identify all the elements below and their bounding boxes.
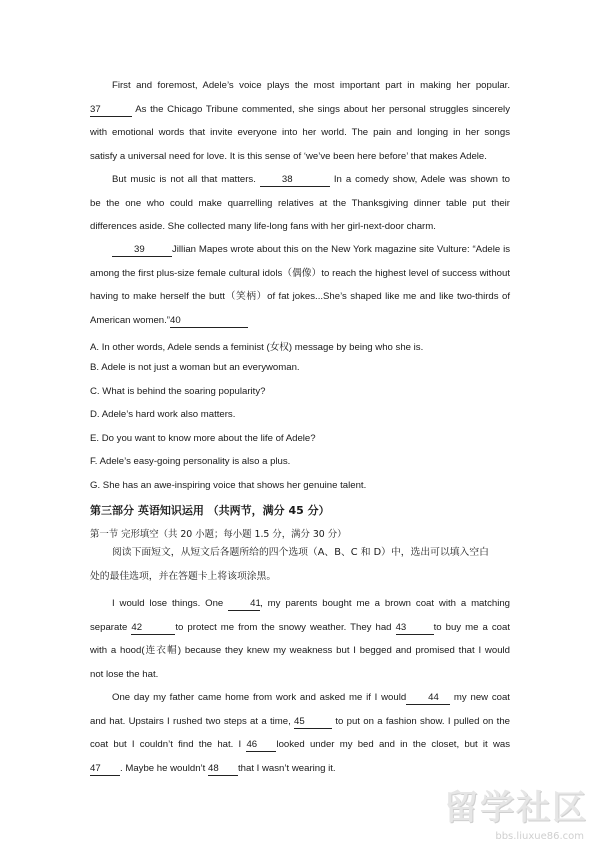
text-line: be the one who could make quarrelling relatives at the Thanksgiving dinner table put their — [90, 197, 510, 209]
passage-paragraph-1 — [90, 74, 510, 168]
option-f: F. Adele’s easy-going personality is also a plus. — [90, 456, 291, 467]
text-line: American women.”40 — [90, 309, 510, 333]
answer-blank-48: 48 — [208, 762, 238, 776]
text-line: 47 . Maybe he wouldn’t 48 that I wasn’t wearing it. — [90, 762, 336, 774]
text-line: not lose the hat. — [90, 668, 159, 680]
text-line: satisfy a universal need for love. It is this sense of ‘we’ve been here before’ that makes Adele. — [90, 150, 487, 162]
passage-paragraph-2 — [90, 168, 510, 239]
section-instructions — [90, 541, 510, 588]
answer-blank-38: 38 — [260, 173, 330, 187]
text-line: having to make herself the butt（笑柄）of fat jokes...She’s shaped like me and like two-thirds of — [90, 291, 510, 302]
text-line: with emotional words that invite everyone into her world. The pain and longing in her songs — [90, 127, 510, 138]
cloze-paragraph-2 — [90, 686, 510, 780]
option-c: C. What is behind the soaring popularity? — [90, 386, 266, 397]
option-e: E. Do you want to know more about the life of Adele? — [90, 433, 316, 444]
answer-blank-47: 47 — [90, 762, 120, 776]
answer-blank-43: 43 — [396, 621, 434, 635]
answer-blank-39: 39 — [112, 243, 172, 257]
site-watermark — [418, 780, 588, 842]
answer-blank-37: 37 — [90, 103, 132, 117]
text-line: coat but I couldn’t find the hat. I 46 looked under my bed and in the closet, but it was — [90, 739, 510, 750]
option-d: D. Adele’s hard work also matters. — [90, 409, 236, 420]
text-line: and hat. Upstairs I rushed two steps at a time, 45 to put on a fashion show. I pulled on the — [90, 715, 510, 727]
option-a: A. In other words, Adele sends a feminist (女权) message by being who she is. — [90, 342, 424, 353]
text-line: But music is not all that matters. 38 In a comedy show, Adele was shown to — [112, 174, 510, 185]
text-line: I would lose things. One 41, my parents bought me a brown coat with a matching — [112, 598, 510, 609]
cloze-paragraph-1 — [90, 592, 510, 686]
watermark-logo-text: 留学社区 — [444, 788, 588, 828]
text-line: among the first plus-size female cultural idols（偶像）to reach the highest level of success without — [90, 267, 510, 279]
instruction-line: 处的最佳选项，并在答题卡上将该项涂黑。 — [90, 570, 277, 582]
watermark-url: bbs.liuxue86.com — [495, 831, 584, 842]
answer-blank-44: 44 — [406, 691, 450, 705]
text-line: separate 42 to protect me from the snowy weather. They had 43 to buy me a coat — [90, 621, 510, 633]
answer-blank-46: 46 — [246, 738, 276, 752]
text-line: 39 Jillian Mapes wrote about this on the New York magazine site Vulture: “Adele is — [90, 238, 510, 262]
text-line: 37 As the Chicago Tribune commented, she sings about her personal struggles sincerely — [90, 103, 510, 115]
answer-blank-45: 45 — [294, 715, 332, 729]
option-g: G. She has an awe-inspiring voice that shows her genuine talent. — [90, 480, 367, 491]
section-subtitle: 第一节 完形填空（共 20 小题；每小题 1.5 分，满分 30 分） — [90, 529, 347, 540]
answer-blank-41: 41 — [228, 597, 260, 611]
answer-blank-40: 40 — [170, 314, 248, 328]
instruction-line: 阅读下面短文，从短文后各题所给的四个选项（A、B、C 和 D）中，选出可以填入空白 — [112, 547, 489, 558]
section-title: 第三部分 英语知识运用 （共两节，满分 45 分） — [90, 504, 330, 517]
passage-paragraph-3 — [90, 238, 510, 332]
text-line: One day my father came home from work and asked me if I would 44 my new coat — [112, 692, 510, 703]
answer-blank-42: 42 — [131, 621, 175, 635]
text-line: First and foremost, Adele’s voice plays the most important part in making her popular. — [112, 80, 510, 91]
text-line: differences aside. She collected many life-long fans with her girl-next-door charm. — [90, 221, 436, 232]
option-b: B. Adele is not just a woman but an everywoman. — [90, 362, 300, 373]
text-line: with a hood(连衣帽) because they knew my weakness but I begged and promised that I would — [90, 645, 510, 656]
